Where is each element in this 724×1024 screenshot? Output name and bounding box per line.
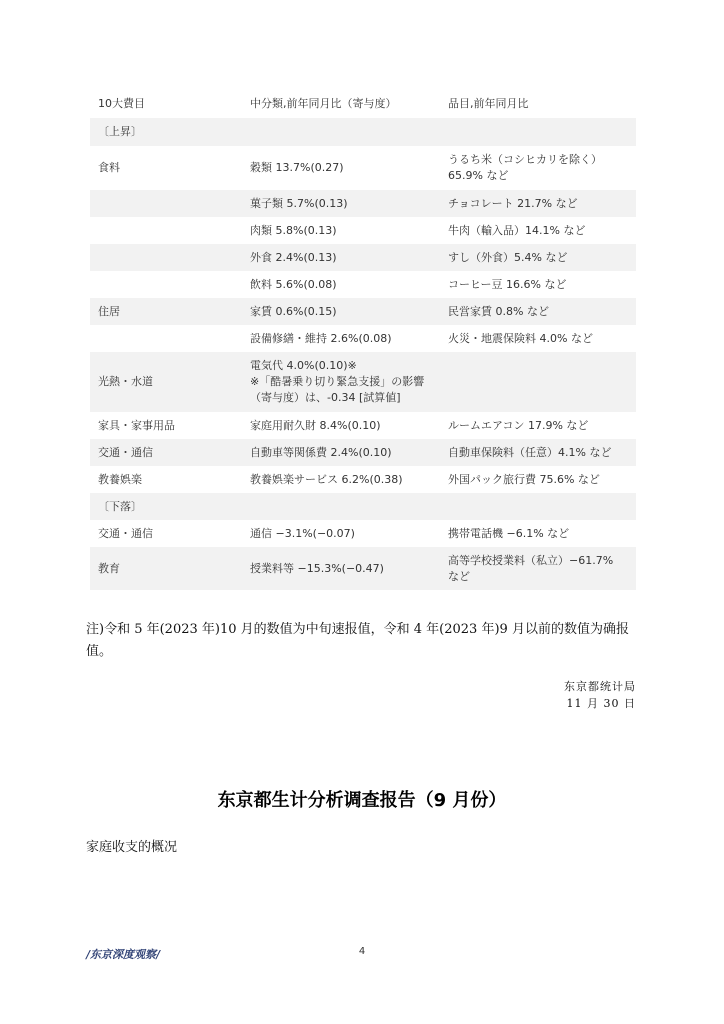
cell-subcategory: 家賃 0.6%(0.15): [250, 304, 337, 318]
cell-item: [440, 118, 636, 146]
cell-category: 教育: [98, 561, 120, 575]
cell-item: すし（外食）5.4% など: [448, 250, 568, 264]
table-row: [90, 466, 636, 493]
table-row: [90, 190, 636, 217]
table-header-row: [90, 90, 636, 118]
cell-category: 住居: [98, 304, 120, 318]
cell-item: 火災・地震保険料 4.0% など: [448, 331, 593, 345]
cell-item: 自動車保険料（任意）4.1% など: [448, 445, 612, 459]
cell-item: ルームエアコン 17.9% など: [448, 418, 589, 432]
cpi-table-container: [90, 90, 636, 590]
cell-item: [440, 352, 636, 412]
source-org: 东京都统计局: [564, 680, 636, 693]
cell-category: 交通・通信: [98, 445, 153, 459]
cell-category: [90, 244, 242, 271]
table-row: [90, 520, 636, 547]
header-item: 品目,前年同月比: [448, 97, 529, 110]
table-row: [90, 547, 636, 590]
cell-category: 食料: [98, 161, 120, 174]
cell-category: 〔下落〕: [98, 499, 142, 513]
cell-item: 牛肉（輸入品）14.1% など: [448, 223, 586, 237]
cell-subcategory: 家庭用耐久財 8.4%(0.10): [250, 418, 381, 432]
cell-category: [90, 271, 242, 298]
cell-subcategory: 教養娯楽サービス 6.2%(0.38): [250, 472, 403, 486]
table-footnote: 注)令和 5 年(2023 年)10 月的数值为中旬速报值，令和 4 年(2023 年)9 月以前的数值为确报值。: [86, 622, 629, 659]
cell-item: [440, 493, 636, 520]
cell-subcategory: [242, 118, 440, 146]
cell-subcategory: 電気代 4.0%(0.10)※ ※「酷暑乗り切り緊急支援」の影響 （寄与度）は、-0.34 [試算値]: [250, 359, 425, 404]
cell-category: 光熱・水道: [98, 375, 153, 388]
footer-brand: /东京深度观察/: [86, 948, 161, 961]
cell-subcategory: [242, 493, 440, 520]
report-title: 东京都生计分析调查报告（9 月份）: [217, 790, 507, 811]
table-row: [90, 325, 636, 352]
header-subcategory: 中分類,前年同月比（寄与度）: [250, 97, 397, 110]
cell-category: 教養娯楽: [98, 472, 142, 486]
cell-item: コーヒー豆 16.6% など: [448, 277, 567, 291]
cell-subcategory: 外食 2.4%(0.13): [250, 250, 337, 264]
table-row: [90, 493, 636, 520]
cell-item: 高等学校授業料（私立）−61.7% など: [448, 553, 614, 583]
table-row: [90, 412, 636, 439]
cpi-table: [90, 90, 636, 590]
cell-category: [90, 325, 242, 352]
cell-subcategory: 通信 −3.1%(−0.07): [250, 526, 355, 540]
cell-item: 民営家賃 0.8% など: [448, 304, 549, 318]
cell-item: 外国パック旅行費 75.6% など: [448, 472, 600, 486]
cell-category: 〔上昇〕: [98, 125, 142, 138]
cell-category: [90, 190, 242, 217]
source-block: [564, 678, 636, 712]
page-number: 4: [358, 946, 366, 957]
cell-category: 家具・家事用品: [98, 418, 175, 432]
cpi-table-body: [90, 118, 636, 590]
table-row: [90, 217, 636, 244]
cell-item: うるち米（コシヒカリを除く） 65.9% など: [448, 153, 602, 182]
cell-category: [90, 217, 242, 244]
source-date: 11 月 30 日: [566, 697, 636, 710]
table-row: [90, 298, 636, 325]
cell-subcategory: 飲料 5.6%(0.08): [250, 277, 337, 291]
table-row: [90, 118, 636, 146]
cell-subcategory: 肉類 5.8%(0.13): [250, 223, 337, 237]
header-category: 10大費目: [98, 97, 145, 110]
cell-item: チョコレート 21.7% など: [448, 196, 578, 210]
table-row: [90, 146, 636, 190]
table-row: [90, 439, 636, 466]
section-heading: 家庭收支的概况: [86, 840, 178, 855]
cell-category: 交通・通信: [98, 526, 153, 540]
table-row: [90, 244, 636, 271]
cell-subcategory: 穀類 13.7%(0.27): [250, 161, 344, 174]
cell-subcategory: 菓子類 5.7%(0.13): [250, 196, 348, 210]
table-row: [90, 352, 636, 412]
cell-subcategory: 授業料等 −15.3%(−0.47): [250, 561, 384, 575]
table-row: [90, 271, 636, 298]
cell-subcategory: 自動車等関係費 2.4%(0.10): [250, 445, 392, 459]
cell-subcategory: 設備修繕・維持 2.6%(0.08): [250, 331, 392, 345]
cell-item: 携帯電話機 −6.1% など: [448, 526, 570, 540]
